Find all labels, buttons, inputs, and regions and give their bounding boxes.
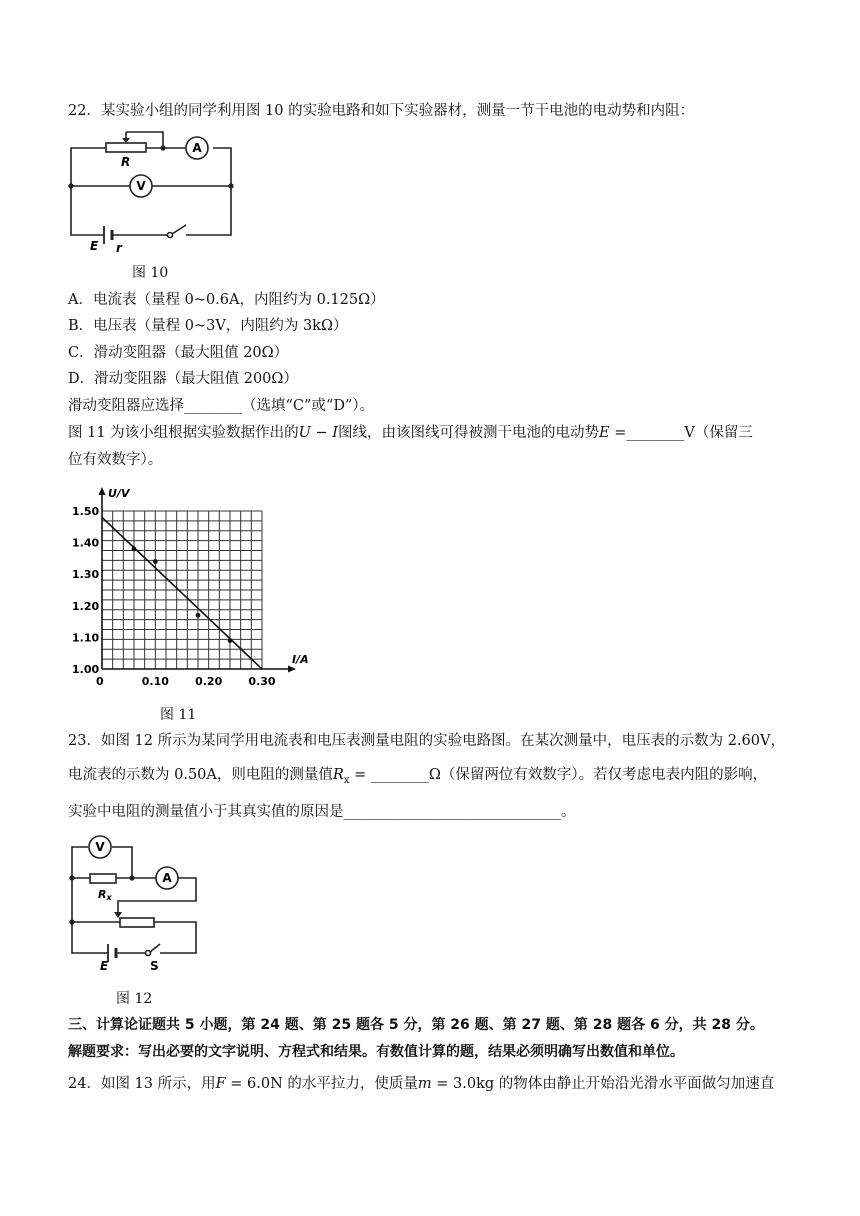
q22-graph-line-1	[68, 424, 753, 442]
data-point	[196, 613, 201, 618]
q23-text-d: ________Ω（保留两位有效数字）。若仅考虑电表内阻的影响，	[370, 767, 768, 783]
q22-graph-line-2: 位有效数字）。	[68, 452, 163, 468]
data-point	[132, 547, 137, 552]
q23-equals: =	[354, 767, 367, 783]
q24-f-value: = 6.0N	[230, 1076, 283, 1092]
x-axis-label: I/A	[292, 653, 309, 666]
y-tick-label: 1.40	[72, 536, 100, 550]
fig12-rx-letter: R	[98, 888, 107, 901]
fig12-label-rx	[98, 888, 112, 902]
section-3-heading: 三、计算论证题共 5 小题，第 24 题、第 25 题各 5 分，第 26 题、第 27 题、第 28 题各 6 分，共 28 分。	[68, 1017, 764, 1033]
q22-option-b: B．电压表（量程 0~3V，内阻约为 3kΩ）	[68, 318, 348, 334]
x-tick-label: 0.30	[248, 675, 276, 688]
x-tick-label: 0.20	[195, 675, 223, 688]
q22-option-c: C．滑动变阻器（最大阻值 20Ω）	[68, 345, 289, 361]
q24-line-1	[68, 1075, 774, 1093]
q24-text-g: 的物体由静止开始沿光滑水平面做匀加速直	[498, 1076, 775, 1092]
fig12-label-v: V	[95, 840, 105, 854]
section-3-requirement: 解题要求：写出必要的文字说明、方程式和结果。有数值计算的题，结果必须明确写出数值和单位。	[68, 1044, 684, 1060]
q22-select-line: 滑动变阻器应选择________（选填“C”或“D”）。	[68, 398, 375, 414]
q24-m-symbol: m	[417, 1076, 432, 1092]
y-axis-arrow	[99, 487, 106, 495]
fig12-label-e: E	[100, 959, 109, 973]
q23-r-subscript: x	[343, 774, 350, 786]
q22-ui-symbol: U − I	[298, 425, 338, 441]
q22-graph-text-a: 图 11 为该小组根据实验数据作出的	[68, 425, 299, 441]
fig10-caption: 图 10	[132, 265, 169, 281]
q22-e-symbol: E =	[599, 425, 627, 441]
q22-graph-text-e: ________V（保留三	[626, 425, 753, 441]
q23-line-1: 23．如图 12 所示为某同学用电流表和电压表测量电阻的实验电路图。在某次测量中，电压表的示数为 2.60V，	[68, 733, 785, 749]
x-tick-label: 0.10	[141, 675, 169, 688]
y-tick-label: 1.10	[72, 631, 100, 645]
fig12-label-s: S	[150, 959, 159, 973]
data-point	[228, 638, 233, 643]
q22-stem: 22．某实验小组的同学利用图 10 的实验电路和如下实验器材，测量一节干电池的电动势和内阻：	[68, 103, 695, 119]
fit-line	[102, 517, 262, 669]
q23-r-symbol: R	[332, 767, 344, 783]
data-point	[153, 559, 158, 564]
q22-option-d: D．滑动变阻器（最大阻值 200Ω）	[68, 371, 298, 387]
y-tick-label: 1.50	[72, 505, 100, 518]
fig10-label-a: A	[192, 141, 202, 155]
fig10-label-r-internal: r	[116, 241, 122, 255]
x-tick-label: 0	[96, 675, 104, 688]
fig10-label-e: E	[90, 239, 99, 253]
q24-m-value: = 3.0kg	[436, 1076, 495, 1092]
figure-11-ui-chart	[60, 476, 320, 692]
fig12-label-a: A	[162, 871, 172, 885]
y-tick-label: 1.00	[72, 663, 100, 676]
q24-text-a: 24．如图 13 所示，用	[68, 1076, 216, 1092]
fig11-caption: 图 11	[160, 707, 197, 723]
fig10-label-r: R	[121, 155, 131, 169]
y-tick-label: 1.20	[72, 599, 100, 613]
q24-text-d: 的水平拉力，使质量	[287, 1076, 418, 1092]
fig10-label-v: V	[136, 179, 146, 193]
y-axis-label: U/V	[108, 487, 130, 500]
q22-option-a: A．电流表（量程 0~0.6A，内阻约为 0.125Ω）	[68, 292, 385, 308]
fig12-caption: 图 12	[116, 991, 153, 1007]
q24-f-symbol: F	[215, 1076, 226, 1092]
figure-12-circuit	[60, 832, 210, 974]
figure-10-circuit	[60, 124, 250, 256]
q23-line-2	[68, 766, 767, 790]
q22-graph-text-c: 图线，由该图线可得被测干电池的电动势	[338, 425, 599, 441]
q23-text-a: 电流表的示数为 0.50A，则电阻的测量值	[68, 767, 333, 783]
fig12-rx-sub: x	[106, 893, 112, 902]
q23-line-3: 实验中电阻的测量值小于其真实值的原因是______________________________。	[68, 804, 576, 820]
y-tick-label: 1.30	[72, 568, 100, 582]
x-axis-arrow	[288, 666, 296, 673]
